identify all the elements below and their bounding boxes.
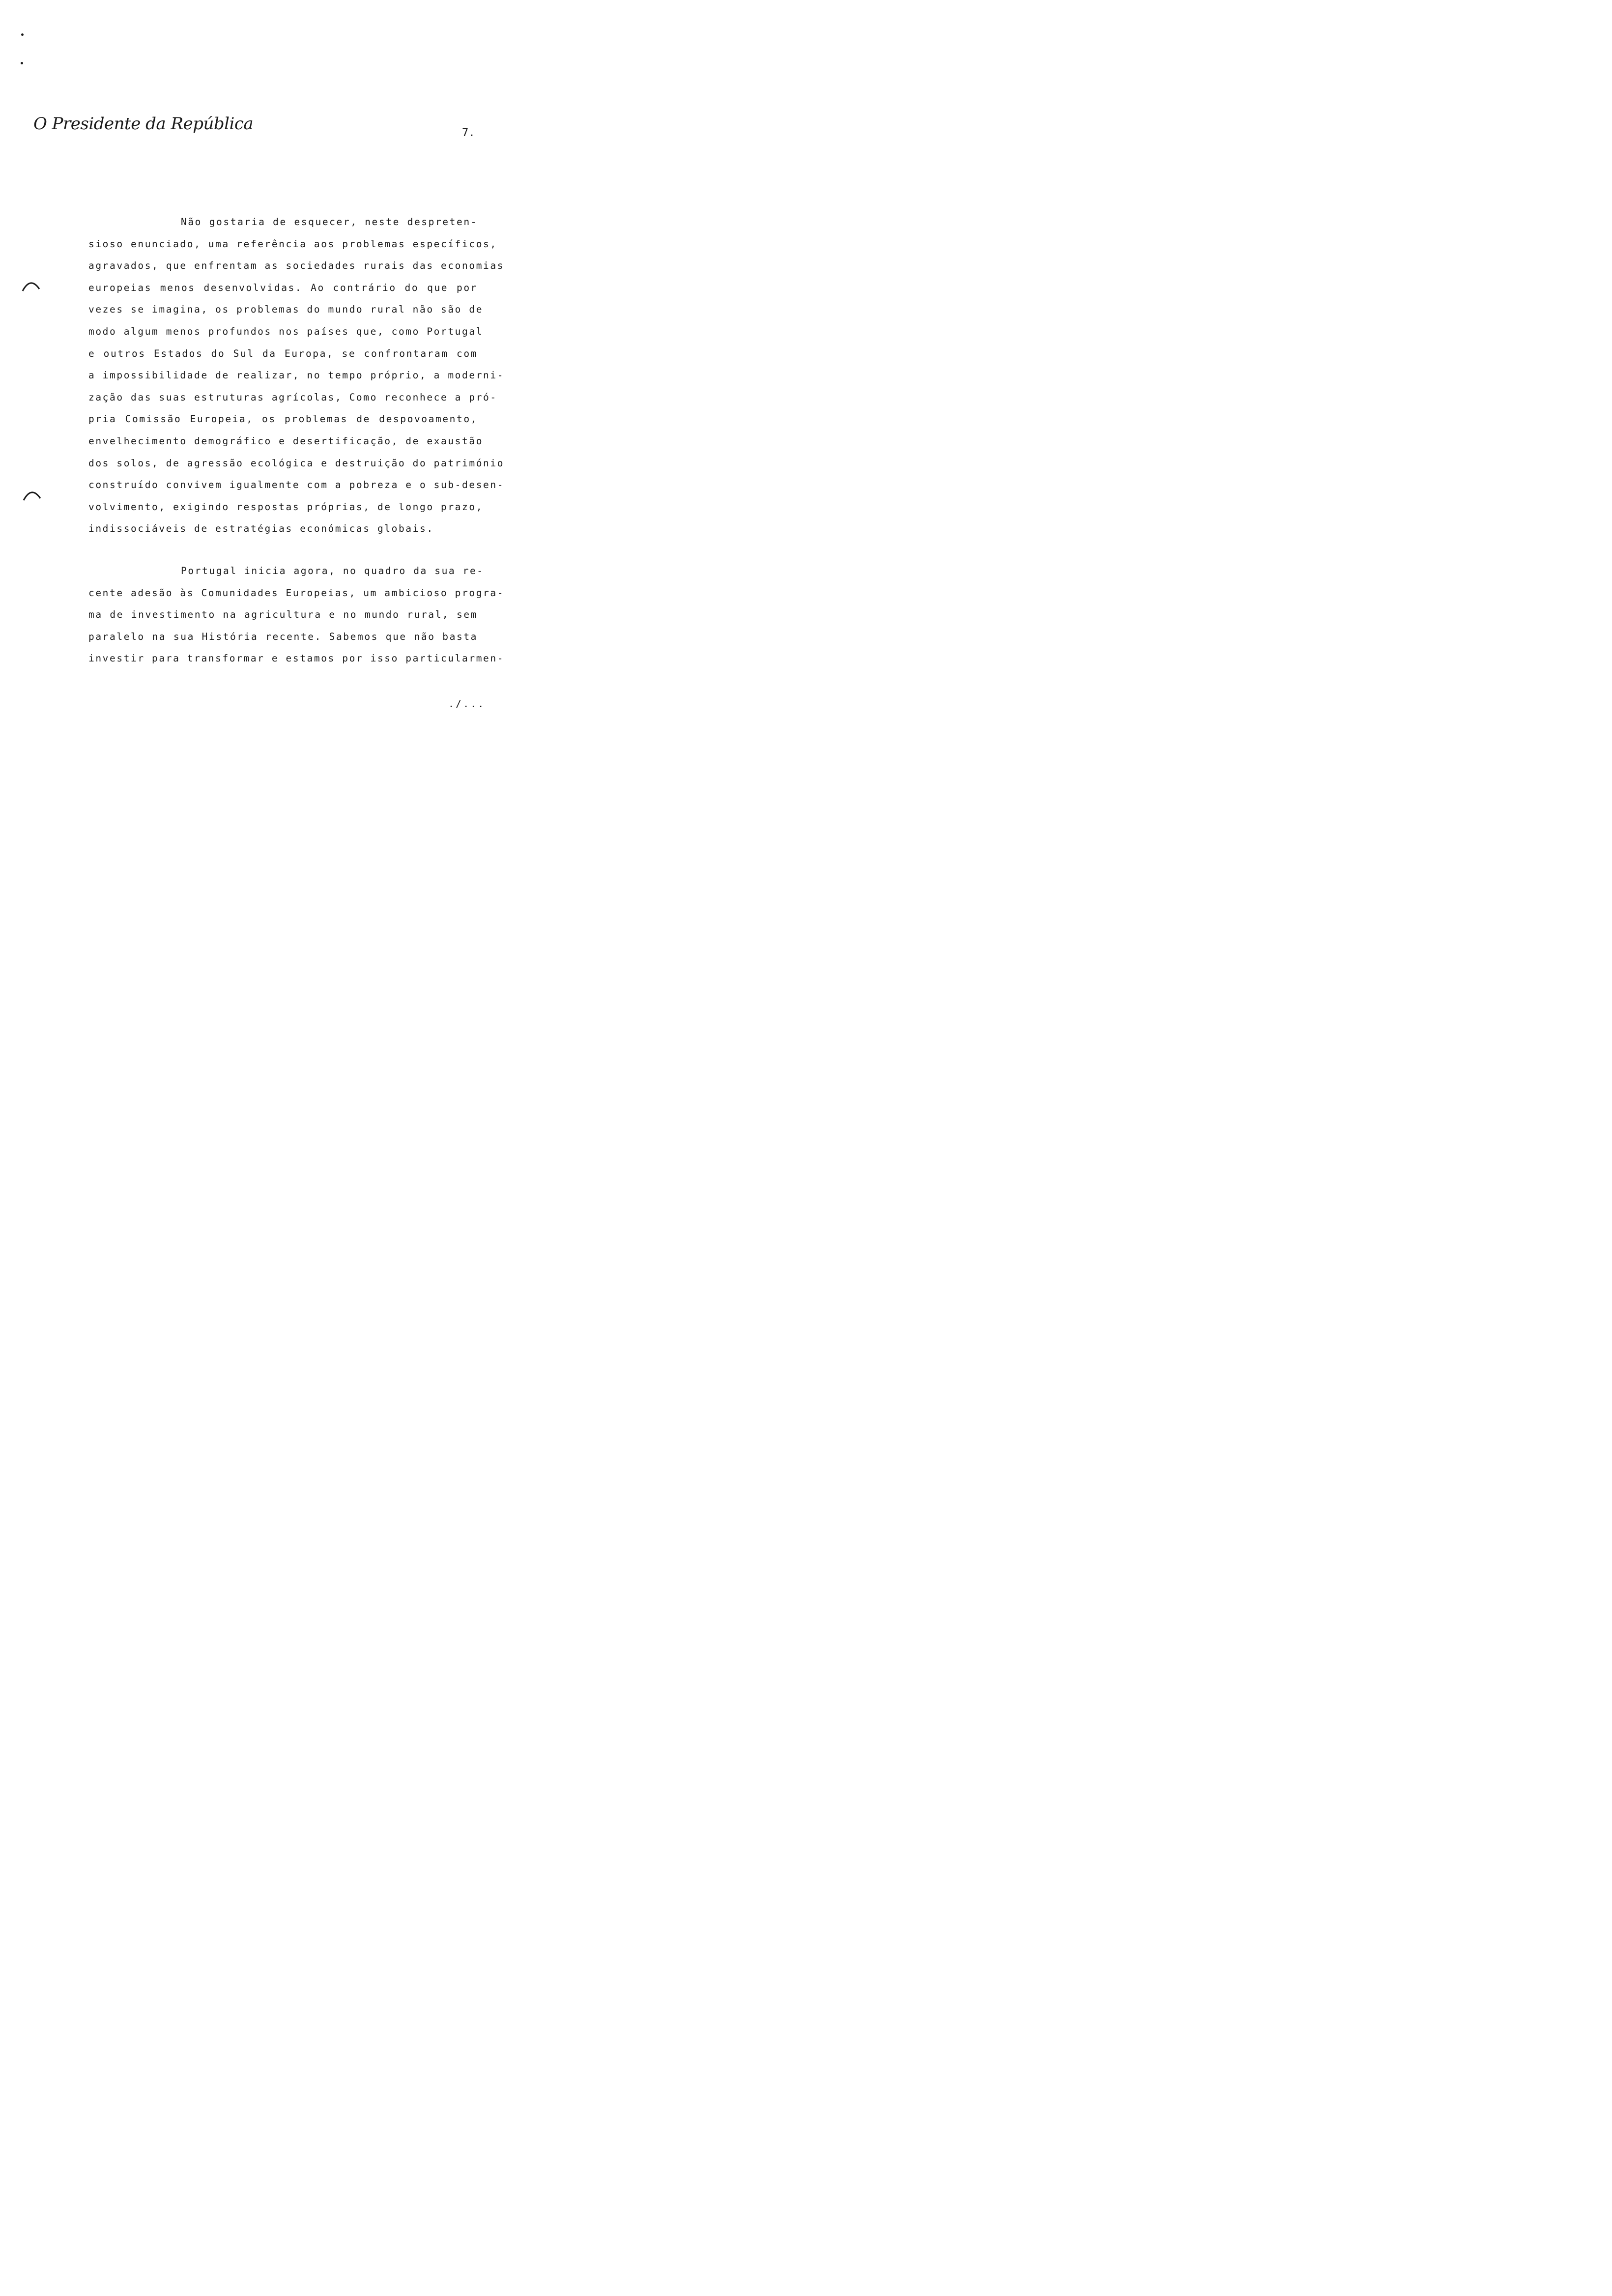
text-line: e outros Estados do Sul da Europa, se confrontaram com xyxy=(88,347,478,359)
text-line: paralelo na sua História recente. Sabemos que não basta xyxy=(88,631,478,642)
margin-dot xyxy=(21,33,24,36)
text-line: investir para transformar e estamos por isso particularmen- xyxy=(88,653,505,664)
text-line: construído convivem igualmente com a pobreza e o sub-desen- xyxy=(88,479,505,491)
text-line: agravados, que enfrentam as sociedades rurais das economias xyxy=(88,260,505,272)
text-line: volvimento, exigindo respostas próprias, de longo prazo, xyxy=(88,501,484,513)
paragraph xyxy=(88,560,505,670)
text-line: modo algum menos profundos nos países que, como Portugal xyxy=(88,325,484,337)
document-page xyxy=(0,0,541,770)
text-line: dos solos, de agressão ecológica e destruição do património xyxy=(88,457,505,469)
text-line: Não gostaria de esquecer, neste despreten- xyxy=(181,216,478,228)
paragraph xyxy=(88,211,505,540)
text-line: sioso enunciado, uma referência aos problemas específicos, xyxy=(88,238,497,250)
letterhead: O Presidente da República xyxy=(33,114,254,134)
text-line: vezes se imagina, os problemas do mundo rural não são de xyxy=(88,304,484,316)
text-line: Portugal inicia agora, no quadro da sua re- xyxy=(181,565,484,576)
continuation-mark: ./... xyxy=(448,698,486,710)
text-line: ma de investimento na agricultura e no mundo rural, sem xyxy=(88,609,478,621)
margin-dot xyxy=(21,62,23,64)
punch-hole-mark xyxy=(22,488,43,502)
text-line: a impossibilidade de realizar, no tempo próprio, a moderni- xyxy=(88,370,505,381)
punch-hole-mark xyxy=(21,278,42,293)
text-line: zação das suas estruturas agrícolas, Como reconhece a pró- xyxy=(88,391,497,403)
text-line: indissociáveis de estratégias económicas globais. xyxy=(88,523,434,535)
page-number: 7. xyxy=(462,127,475,139)
text-line: europeias menos desenvolvidas. Ao contrário do que por xyxy=(88,282,478,293)
text-line: cente adesão às Comunidades Europeias, um ambicioso progra- xyxy=(88,587,505,599)
text-line: pria Comissão Europeia, os problemas de despovoamento, xyxy=(88,413,478,425)
text-line: envelhecimento demográfico e desertificação, de exaustão xyxy=(88,435,484,447)
